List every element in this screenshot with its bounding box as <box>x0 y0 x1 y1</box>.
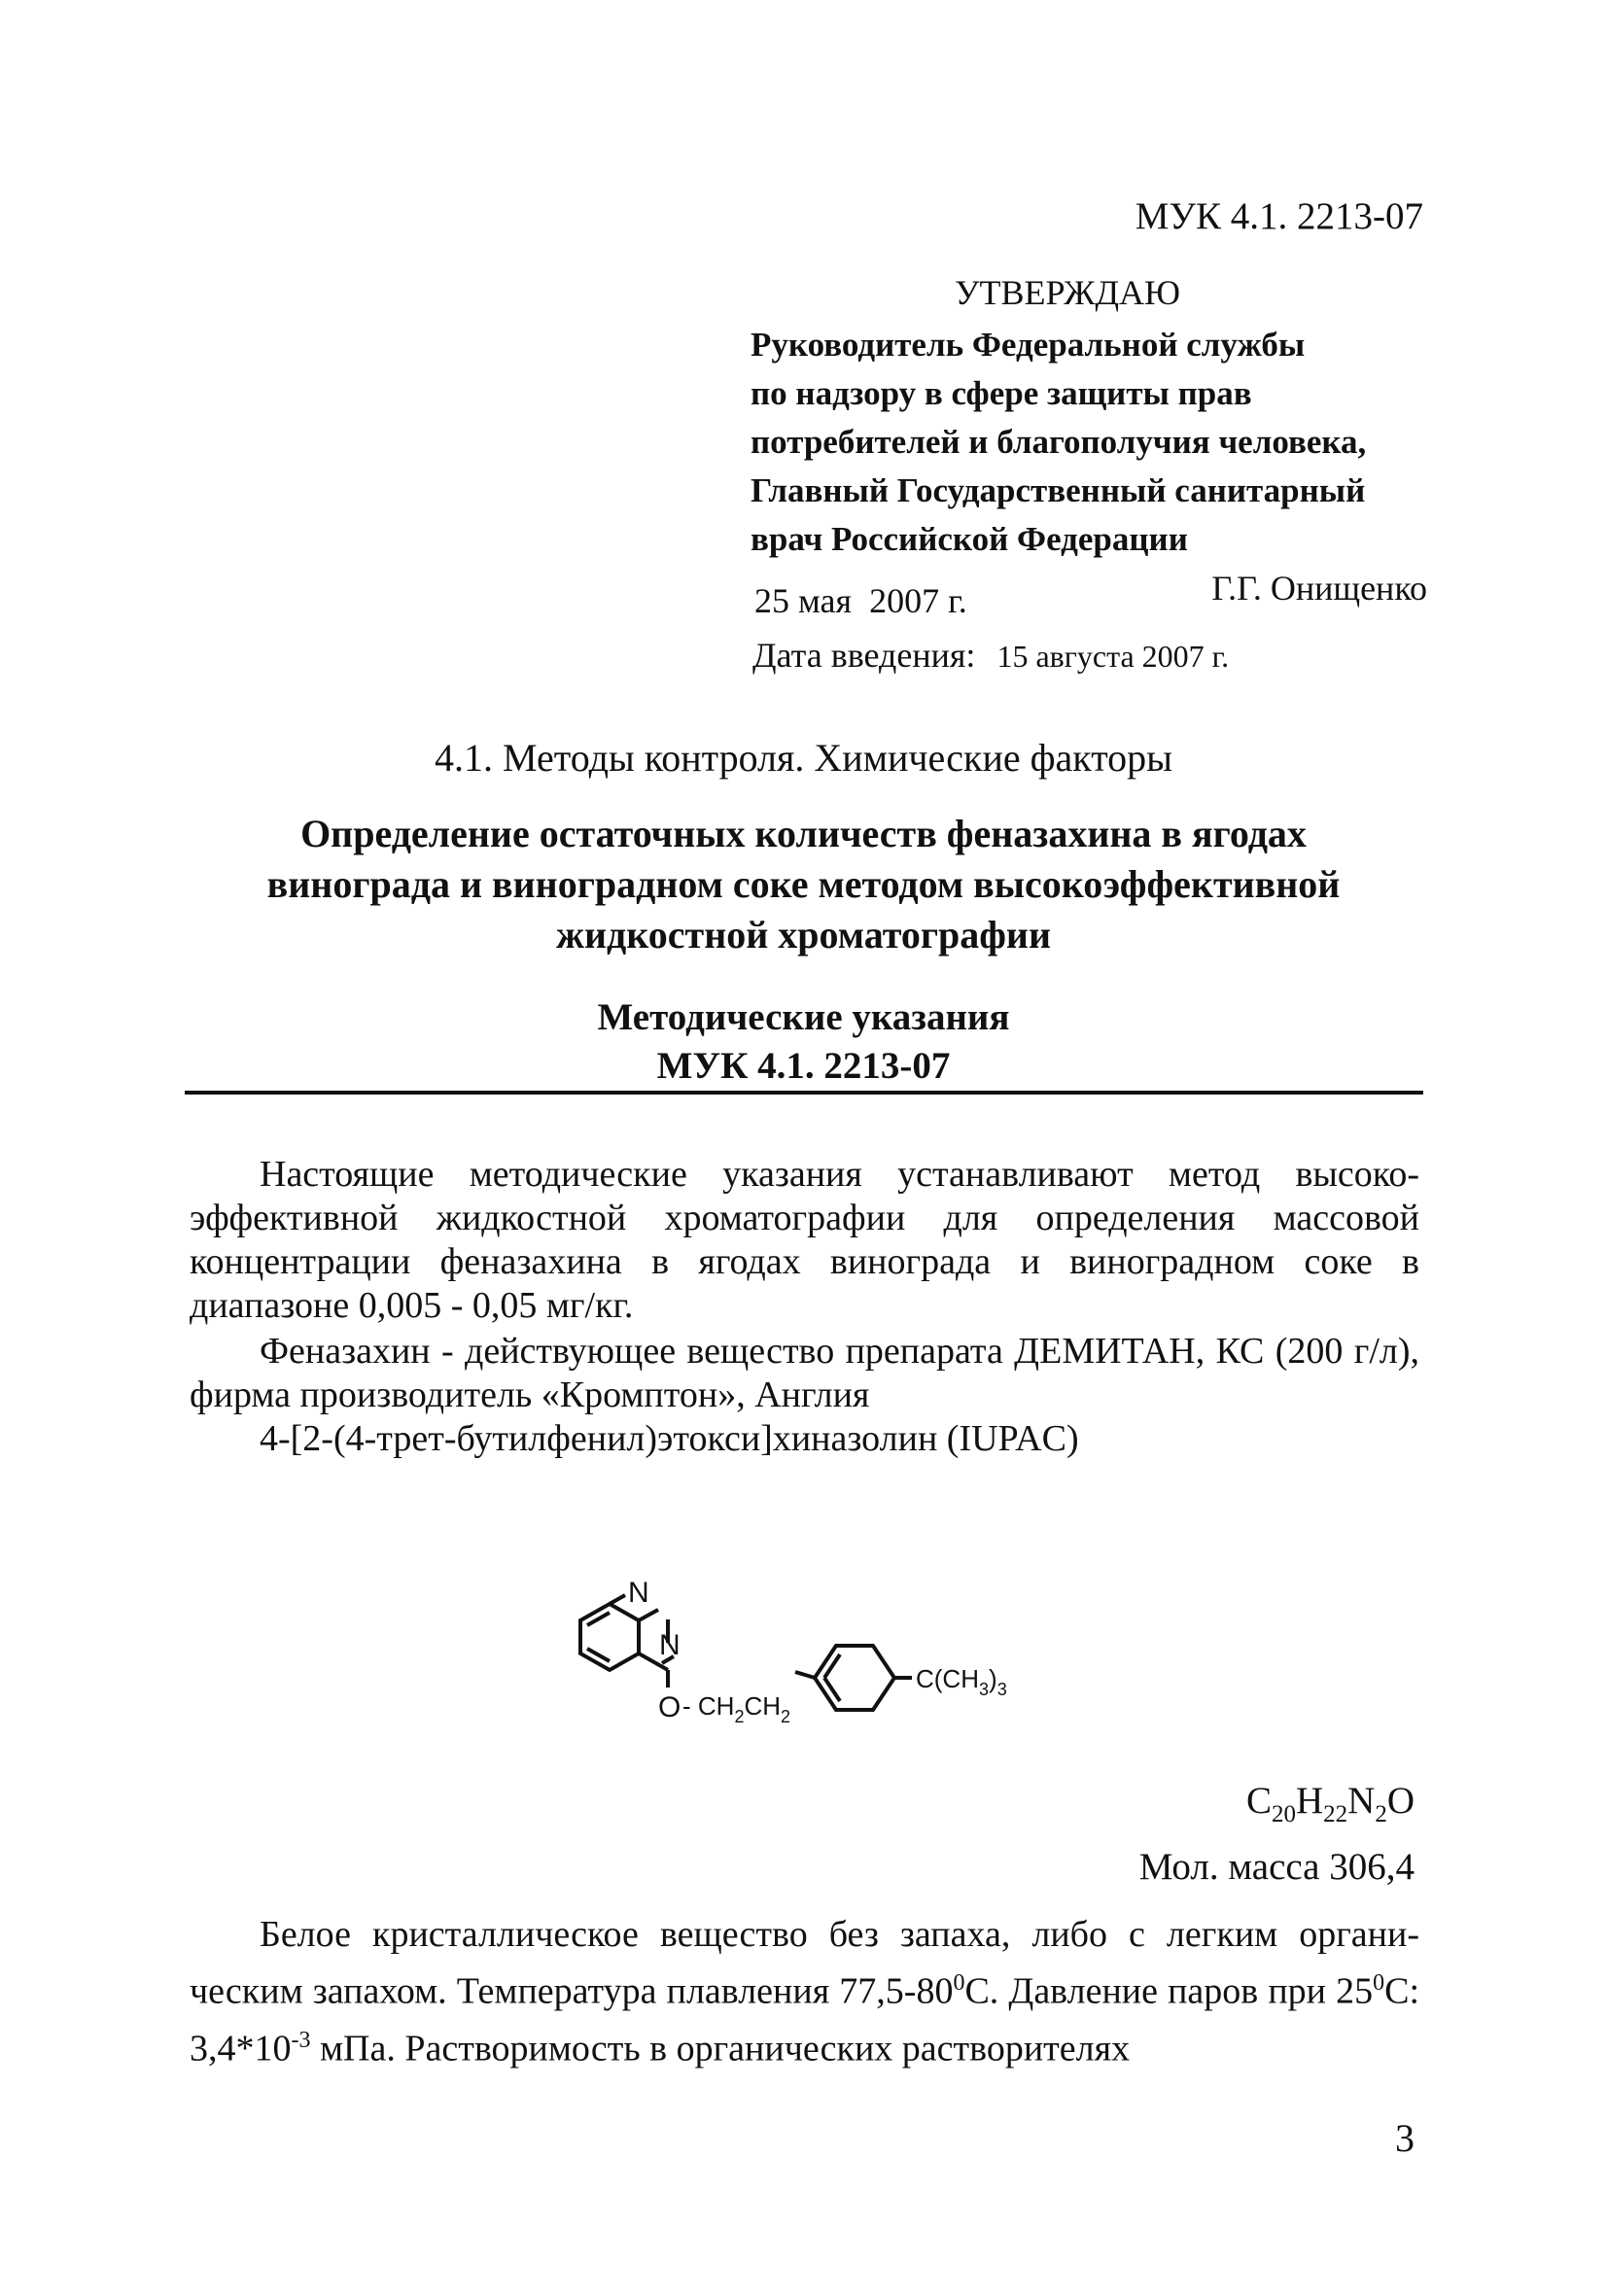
linker-subscript: 2 <box>734 1707 745 1726</box>
exponent: -3 <box>291 2027 311 2053</box>
properties-text-part: Белое кристаллическое вещество без запаха, либо с легким органи-ческим запахом. Температура плавления 77,5-80 <box>190 1914 1419 2012</box>
formula-count: 2 <box>1375 1800 1387 1827</box>
body-text <box>190 1153 1419 1461</box>
degree-mark: 0 <box>1373 1970 1385 1996</box>
properties-text-part: С. Давление паров при 25 <box>964 1970 1374 2012</box>
subtitle-line: Методические указания <box>597 996 1010 1038</box>
formula-element: C <box>1245 1780 1272 1822</box>
linker-subscript: 2 <box>781 1707 791 1726</box>
introduction-date-label: Дата введения: <box>752 636 976 675</box>
formula-count: 20 <box>1271 1800 1296 1827</box>
approval-block <box>751 268 1431 612</box>
degree-mark: 0 <box>953 1970 965 1996</box>
title-line: Определение остаточных количеств феназахина в ягодах <box>300 812 1307 855</box>
molecular-formula <box>1139 1775 1415 1841</box>
substance-paragraph: Феназахин - действующее вещество препарата ДЕМИТАН, КС (200 г/л), фирма производитель «Кромптон», Англия <box>190 1331 1419 1415</box>
properties-text-part: С: 3,4*10 <box>190 1970 1419 2070</box>
page-number: 3 <box>1395 2116 1415 2160</box>
linker-text: - CH <box>682 1691 735 1721</box>
tert-butyl-subscript: 3 <box>979 1680 990 1699</box>
structural-formula <box>544 1551 1050 1746</box>
approval-heading: УТВЕРЖДАЮ <box>955 273 1181 312</box>
title-divider <box>185 1091 1423 1095</box>
properties-text <box>190 1910 1419 2072</box>
document-code: МУК 4.1. 2213-07 <box>1135 195 1423 237</box>
introduction-date <box>752 628 1229 683</box>
dates-block <box>752 574 1229 683</box>
approval-position-line: врач Российской Федерации <box>751 520 1188 558</box>
title-line: винограда и виноградном соке методом высокоэффективной <box>266 862 1341 906</box>
tert-butyl-text: C(CH <box>916 1664 979 1693</box>
iupac-name: 4-[2-(4-трет-бутилфенил)этокси]хиназолин (IUPAC) <box>260 1418 1079 1459</box>
document-subtitle <box>146 993 1461 1091</box>
tert-butyl-paren: ) <box>989 1664 997 1693</box>
molecular-formula-block <box>1139 1775 1415 1894</box>
tert-butyl-subscript: 3 <box>996 1680 1007 1699</box>
formula-element: N <box>1347 1780 1376 1822</box>
approval-position-line: Главный Государственный санитарный <box>751 471 1366 509</box>
tert-butyl-group <box>916 1664 1007 1699</box>
ethoxy-linker <box>682 1691 790 1726</box>
linker-text: CH <box>744 1691 782 1721</box>
formula-element: O <box>1386 1780 1415 1822</box>
formula-element: H <box>1295 1780 1324 1822</box>
oxygen-label: O <box>658 1691 681 1723</box>
molar-mass: Мол. масса 306,4 <box>1138 1845 1415 1888</box>
subtitle-code: МУК 4.1. 2213-07 <box>656 1045 951 1087</box>
document-title <box>146 809 1461 960</box>
formula-count: 22 <box>1323 1800 1348 1827</box>
approval-position-line: потребителей и благополучия человека, <box>751 423 1367 461</box>
title-line: жидкостной хроматографии <box>555 913 1052 957</box>
properties-paragraph <box>190 1910 1419 2072</box>
section-heading: 4.1. Методы контроля. Химические факторы <box>434 736 1173 780</box>
approval-date: 25 мая 2007 г. <box>754 581 967 620</box>
approval-signer: Г.Г. Онищенко <box>1211 569 1427 608</box>
introduction-date-value: 15 августа 2007 г. <box>996 639 1230 674</box>
ring-nitrogen-label: N <box>659 1629 681 1661</box>
scope-paragraph: Настоящие методические указания устанавливают метод высоко-эффективной жидкостной хроматографии для определения массовой концентрации феназахина в ягодах винограда и виноградном соке в диапазоне 0,005 - 0,05 мг/кг. <box>190 1154 1419 1326</box>
ring-nitrogen-label: N <box>628 1577 649 1609</box>
approval-position-line: Руководитель Федеральной службы <box>751 326 1306 364</box>
properties-text-part: мПа. Растворимость в органических растворителях <box>310 2028 1131 2070</box>
approval-position-line: по надзору в сфере защиты прав <box>751 374 1252 412</box>
